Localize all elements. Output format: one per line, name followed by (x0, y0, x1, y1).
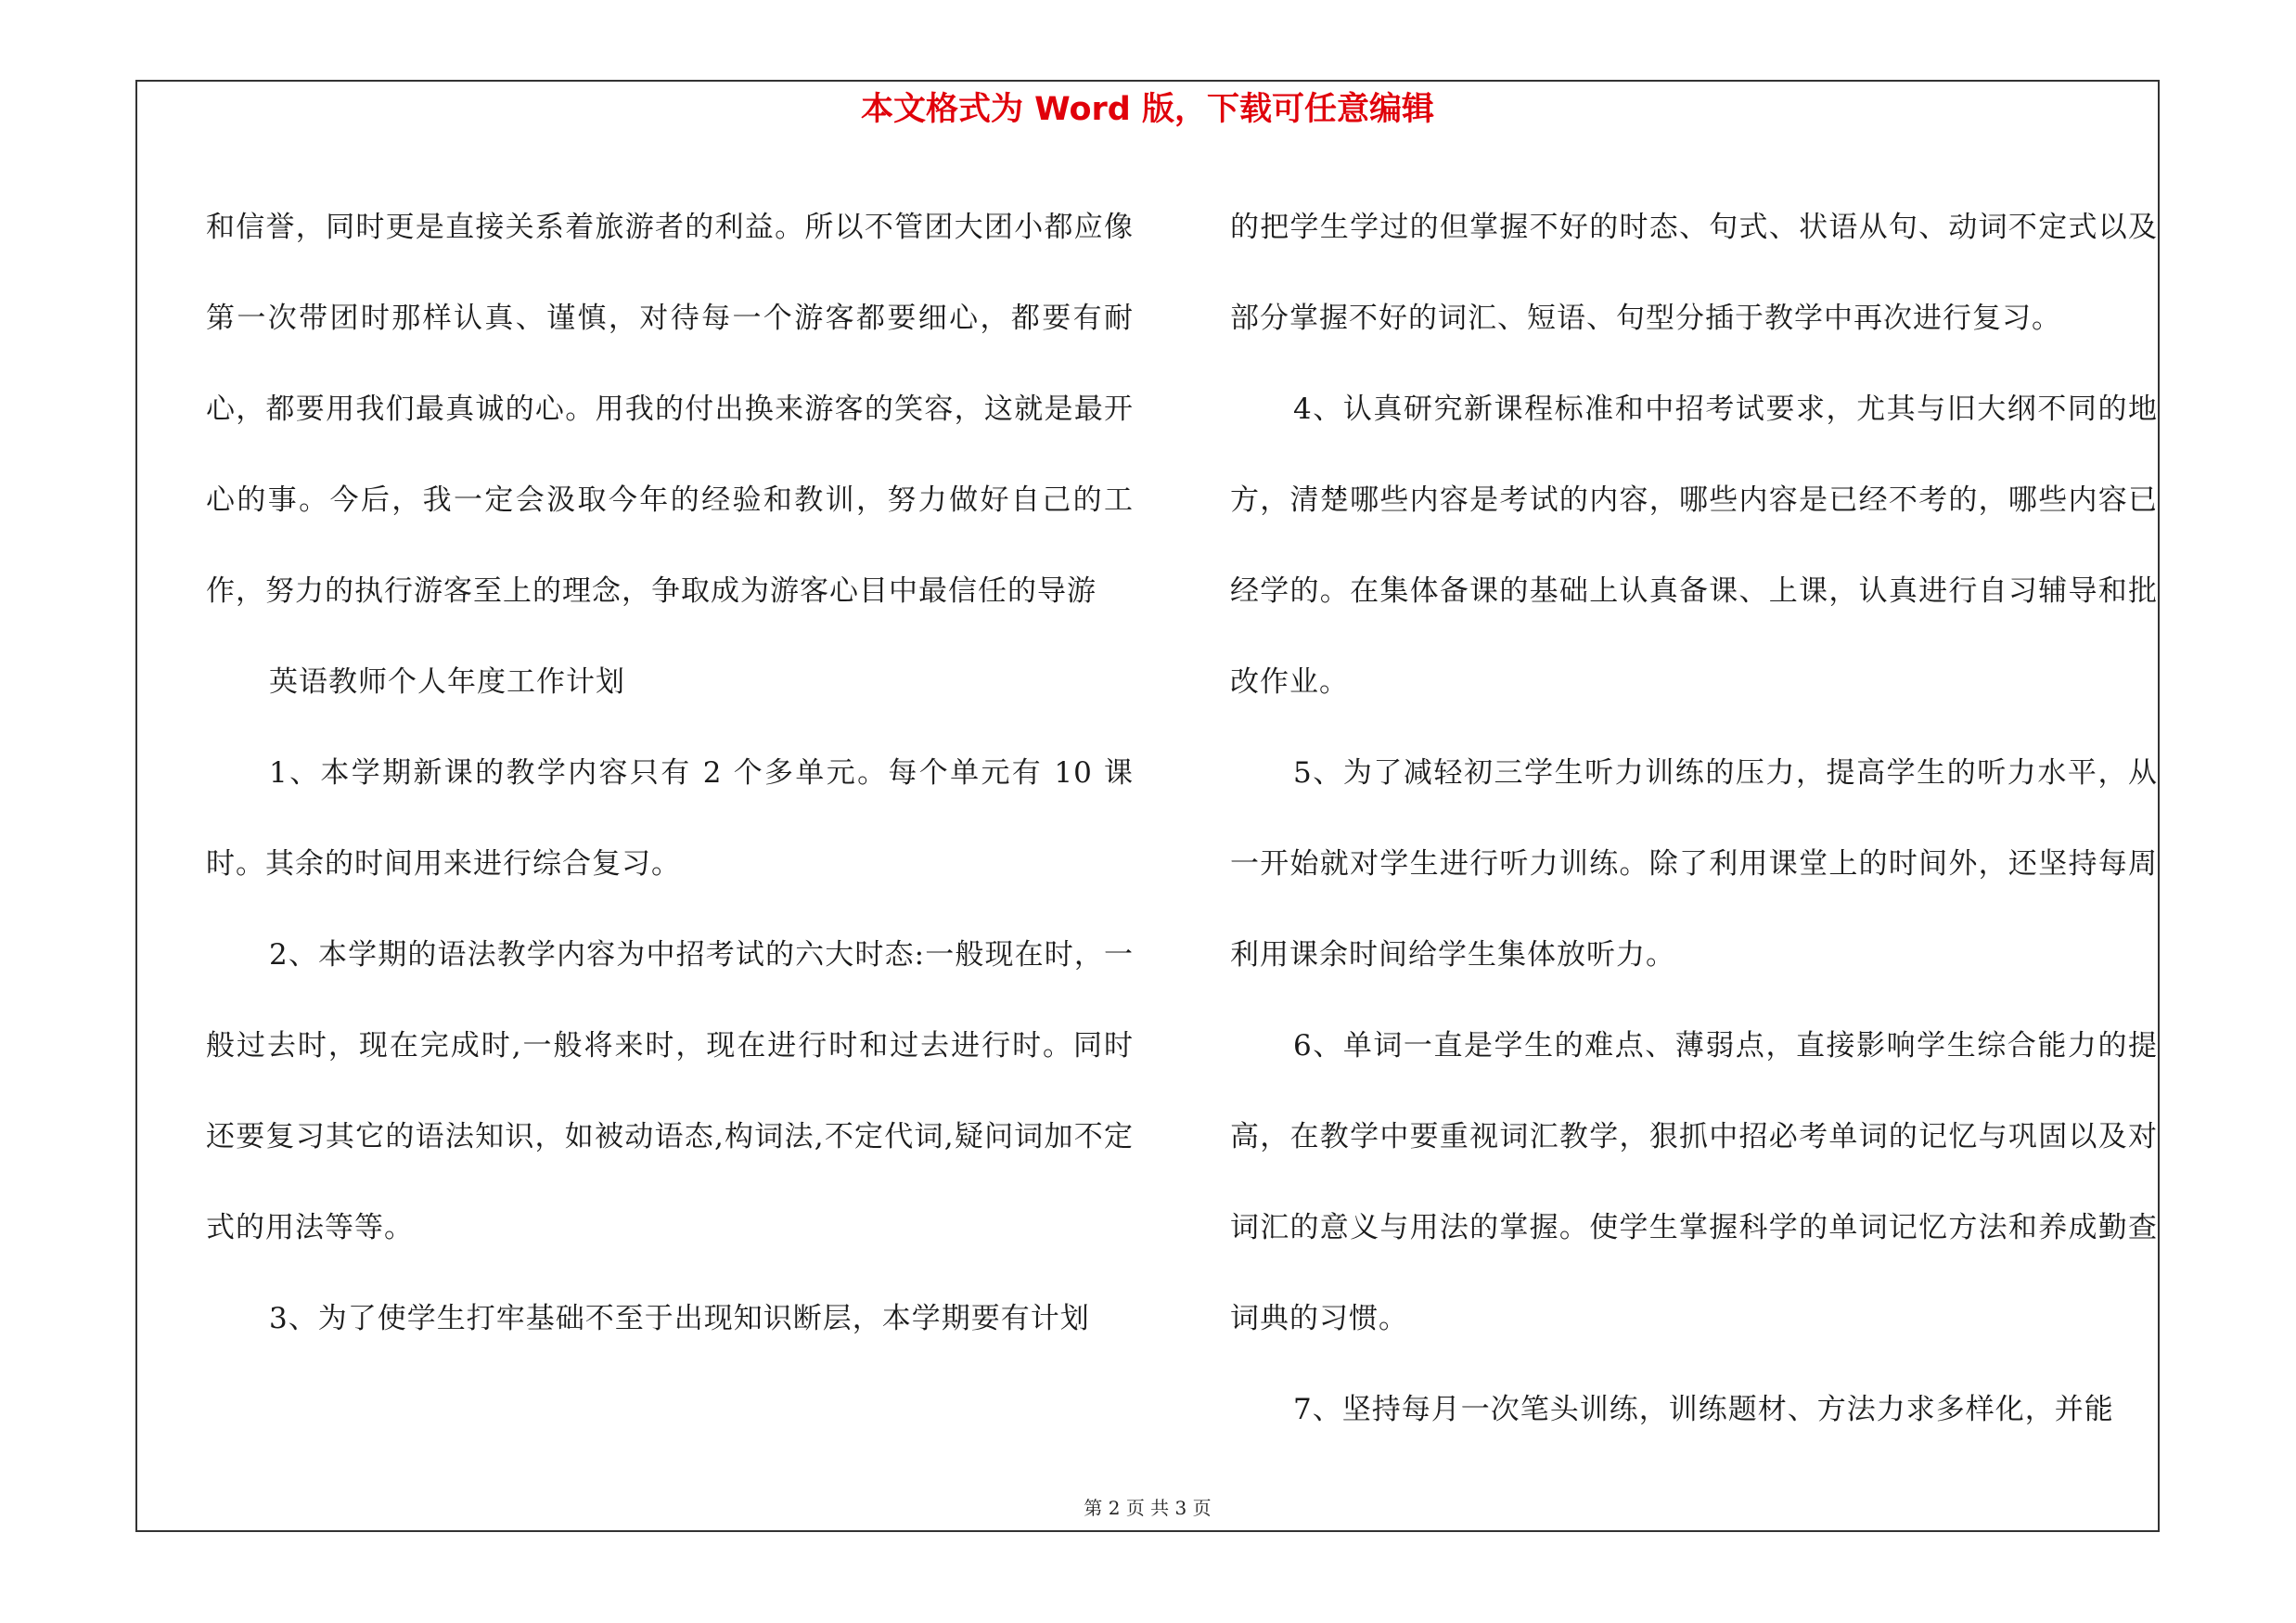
paragraph: 6、单词一直是学生的难点、薄弱点，直接影响学生综合能力的提高，在教学中要重视词汇教学，狠抓中招必考单词的记忆与巩固以及对词汇的意义与用法的掌握。使学生掌握科学的单词记忆方法和养成勤查词典的习惯。 (1230, 1029, 2158, 1335)
paragraph-continuation: 的把学生学过的但掌握不好的时态、句式、状语从句、动词不定式以及部分掌握不好的词汇、短语、句型分插于教学中再次进行复习。 (1230, 211, 2158, 335)
header-banner: 本文格式为 Word 版，下载可任意编辑 (860, 91, 1435, 128)
paragraph: 2、本学期的语法教学内容为中招考试的六大时态:一般现在时，一般过去时，现在完成时,一般将来时，现在进行时和过去进行时。同时还要复习其它的语法知识，如被动语态,构词法,不定代词,疑问词加不定式的用法等等。 (206, 938, 1134, 1244)
paragraph: 5、为了减轻初三学生听力训练的压力，提高学生的听力水平，从一开始就对学生进行听力训练。除了利用课堂上的时间外，还坚持每周利用课余时间给学生集体放听力。 (1230, 756, 2158, 972)
left-column (206, 182, 1134, 1364)
paragraph: 7、坚持每月一次笔头训练，训练题材、方法力求多样化，并能 (1293, 1393, 2114, 1426)
paragraph: 3、为了使学生打牢基础不至于出现知识断层，本学期要有计划 (269, 1302, 1090, 1335)
paragraph: 4、认真研究新课程标准和中招考试要求，尤其与旧大纲不同的地方，清楚哪些内容是考试的内容，哪些内容是已经不考的，哪些内容已经学的。在集体备课的基础上认真备课、上课，认真进行自习辅导和批改作业。 (1230, 393, 2158, 699)
page-number: 第 2 页 共 3 页 (1084, 1497, 1212, 1519)
paragraph-continuation: 和信誉，同时更是直接关系着旅游者的利益。所以不管团大团小都应像第一次带团时那样认真、谨慎，对待每一个游客都要细心，都要有耐心，都要用我们最真诚的心。用我的付出换来游客的笑容，这就是最开心的事。今后，我一定会汲取今年的经验和教训，努力做好自己的工作，努力的执行游客至上的理念，争取成为游客心目中最信任的导游 (206, 211, 1134, 608)
paragraph: 1、本学期新课的教学内容只有 2 个多单元。每个单元有 10 课时。其余的时间用来进行综合复习。 (206, 756, 1134, 881)
section-title: 英语教师个人年度工作计划 (269, 665, 625, 699)
right-column (1230, 182, 2158, 1455)
